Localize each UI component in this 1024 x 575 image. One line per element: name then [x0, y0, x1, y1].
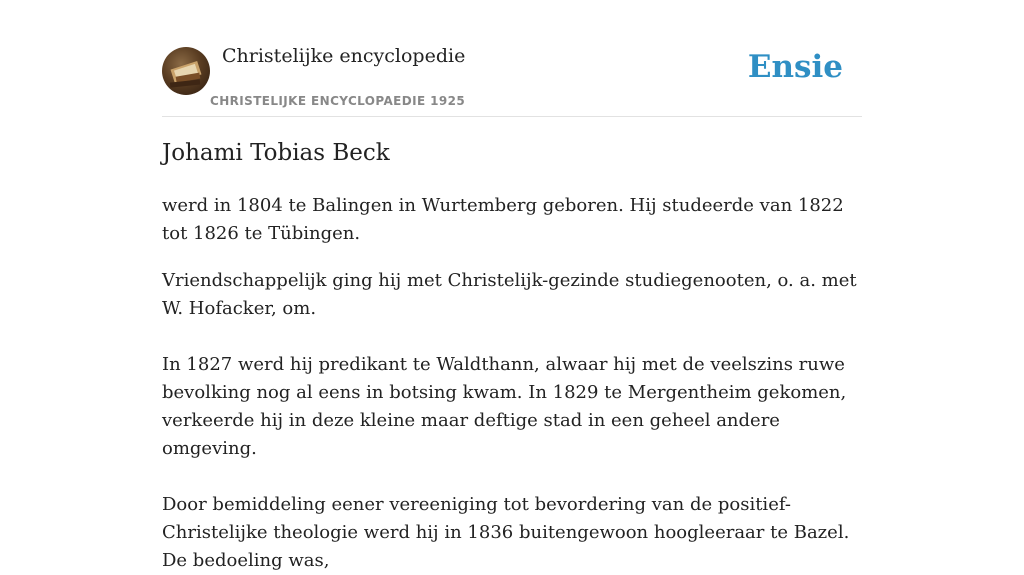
article-paragraph: In 1827 werd hij predikant te Waldthann, alwaar hij met de veelszins ruwe bevolking nog al eens in botsing kwam. In 1829 te Mergentheim gekomen, verkeerde hij in deze kleine maar deftige stad in een geheel andere omgeving. — [162, 354, 847, 459]
article-paragraph: werd in 1804 te Balingen in Wurtemberg geboren. Hij studeerde van 1822 tot 1826 te Tübingen. — [162, 195, 844, 244]
article-paragraph: Door bemiddeling eener vereeniging tot bevordering van de positief-Christelijke theologie werd hij in 1836 buitengewoon hoogleeraar te Bazel. De bedoeling was, — [162, 494, 850, 571]
site-header — [162, 0, 862, 117]
article-title: Johami Tobias Beck — [162, 140, 390, 166]
page — [162, 0, 862, 571]
site-subtitle: CHRISTELIJKE ENCYCLOPAEDIE 1925 — [210, 94, 466, 108]
article-body — [162, 192, 862, 575]
article-paragraph: Vriendschappelijk ging hij met Christelijk-gezinde studiegenooten, o. a. met W. Hofacker, om. — [162, 270, 857, 319]
ensie-logo-link[interactable]: Ensie — [747, 49, 843, 85]
site-title[interactable]: Christelijke encyclopedie — [222, 45, 466, 67]
encyclopedia-avatar-icon[interactable] — [162, 47, 210, 95]
